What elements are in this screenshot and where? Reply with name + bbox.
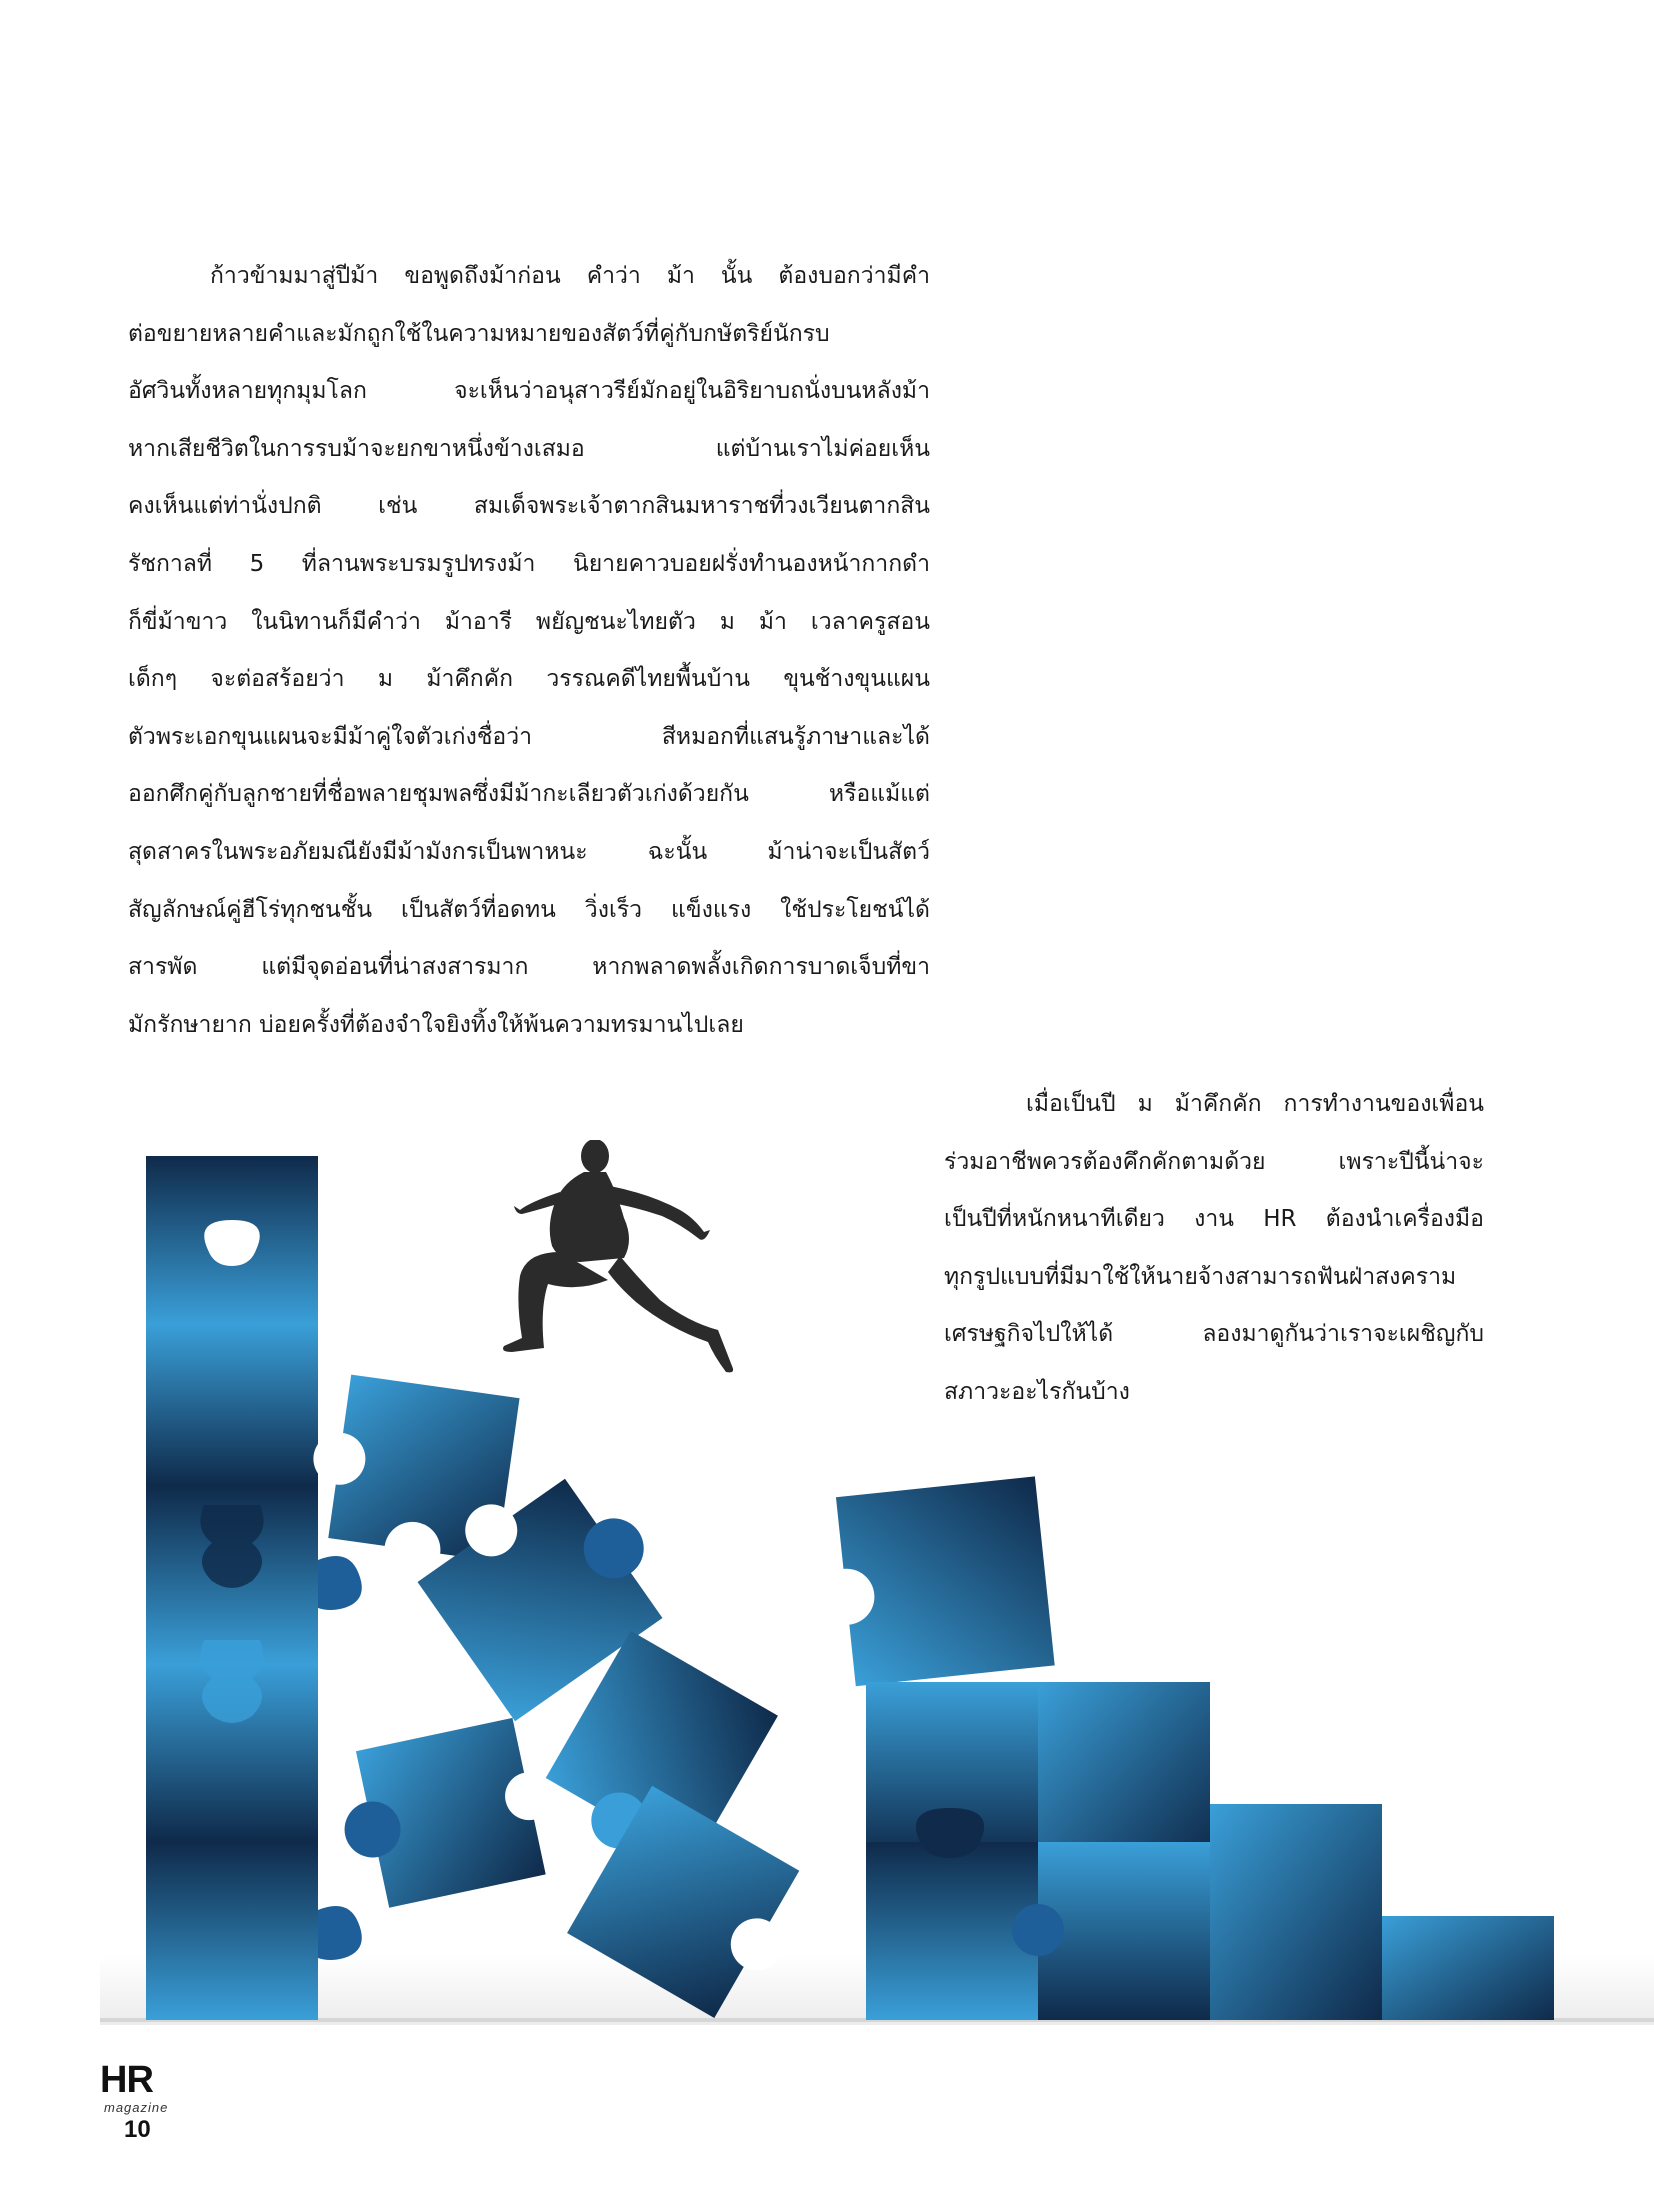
paragraph-line: สัญลักษณ์คู่ฮีโร่ทุกชนชั้น เป็นสัตว์ที่อดทน วิ่งเร็ว แข็งแรง ใช้ประโยชน์ได้ xyxy=(128,896,930,923)
puzzle-tab xyxy=(318,1556,362,1610)
paragraph-line: มักรักษายาก บ่อยครั้งที่ต้องจำใจยิงทิ้งให้พ้นความทรมานไปเลย xyxy=(128,1011,744,1038)
paragraph-line: สุดสาครในพระอภัยมณียังมีม้ามังกรเป็นพาหนะ ฉะนั้น ม้าน่าจะเป็นสัตว์ xyxy=(128,838,930,865)
puzzle-stairs-right xyxy=(866,1682,1554,2020)
puzzle-piece xyxy=(1382,1916,1554,2020)
puzzle-tab xyxy=(1012,1904,1064,1956)
paragraph-line: เด็กๆ จะต่อสร้อยว่า ม ม้าคึกคัก วรรณคดีไทยพื้นบ้าน ขุนช้างขุนแผน xyxy=(128,666,930,693)
paragraph-line: ต่อขยายหลายคำและมักถูกใช้ในความหมายของสัตว์ที่คู่กับกษัตริย์นักรบ xyxy=(128,320,830,347)
logo-subtext: magazine xyxy=(104,2100,169,2115)
puzzle-tab xyxy=(318,1906,362,1960)
page-number: 10 xyxy=(124,2116,151,2143)
paragraph-line: รัชกาลที่ 5 ที่ลานพระบรมรูปทรงม้า นิยายคาวบอยฝรั่งทำนองหน้ากากดำ xyxy=(128,550,930,577)
paragraph-line: เป็นปีที่หนักหนาทีเดียว งาน HR ต้องนำเครื่องมือ xyxy=(944,1206,1484,1233)
logo-mark: HR xyxy=(100,2059,153,2101)
paragraph-line: ทุกรูปแบบที่มีมาใช้ให้นายจ้างสามารถฟันฝ่าสงคราม xyxy=(944,1263,1457,1290)
hr-magazine-logo xyxy=(100,2060,220,2120)
puzzle-piece-tumbling-2 xyxy=(329,1713,570,1914)
paragraph-line: เมื่อเป็นปี ม ม้าคึกคัก การทำงานของเพื่อน xyxy=(1026,1091,1484,1117)
paragraph-line: ก็ขี่ม้าขาว ในนิทานก็มีคำว่า ม้าอารี พยัญชนะไทยตัว ม ม้า เวลาครูสอน xyxy=(128,608,930,635)
paragraph-line: อัศวินทั้งหลายทุกมุมโลก จะเห็นว่าอนุสาวรีย์มักอยู่ในอิริยาบถนั่งบนหลังม้า xyxy=(128,378,930,405)
paragraph-line: ร่วมอาชีพควรต้องคึกคักตามด้วย เพราะปีนี้น่าจะ xyxy=(944,1148,1484,1175)
paragraph-line: เศรษฐกิจไปให้ได้ ลองมาดูกันว่าเราจะเผชิญกับ xyxy=(944,1321,1484,1348)
puzzle-piece xyxy=(1210,1804,1382,2020)
puzzle-column-left xyxy=(146,1156,362,2020)
paragraph-line: สารพัด แต่มีจุดอ่อนที่น่าสงสารมาก หากพลาดพลั้งเกิดการบาดเจ็บที่ขา xyxy=(128,954,930,981)
paragraph-line: ก้าวข้ามมาสู่ปีม้า ขอพูดถึงม้าก่อน คำว่า ม้า นั้น ต้องบอกว่ามีคำ xyxy=(210,263,930,289)
puzzle-illustration xyxy=(100,1140,1654,2040)
puzzle-tab xyxy=(200,1505,263,1588)
puzzle-piece xyxy=(146,1842,318,2020)
puzzle-piece xyxy=(146,1324,318,1486)
paragraph-line: หากเสียชีวิตในการรบม้าจะยกขาหนึ่งข้างเสมอ แต่บ้านเราไม่ค่อยเห็น xyxy=(128,435,930,462)
paragraph-line: ออกศึกคู่กับลูกชายที่ชื่อพลายชุมพลซึ่งมีม้ากะเลียวตัวเก่งด้วยกัน หรือแม้แต่ xyxy=(128,781,930,808)
paragraph-line: สภาวะอะไรกันบ้าง xyxy=(944,1378,1130,1405)
puzzle-piece xyxy=(1038,1682,1210,1860)
businessman-silhouette xyxy=(503,1140,733,1372)
article-paragraph-1 xyxy=(128,248,930,1054)
paragraph-line: คงเห็นแต่ท่านั่งปกติ เช่น สมเด็จพระเจ้าตากสินมหาราชที่วงเวียนตากสิน xyxy=(128,493,930,520)
puzzle-piece-floating-2 xyxy=(808,1476,1055,1689)
puzzle-tab xyxy=(200,1640,263,1723)
paragraph-line: ตัวพระเอกขุนแผนจะมีม้าคู่ใจตัวเก่งชื่อว่า สีหมอกที่แสนรู้ภาษาและได้ xyxy=(128,723,930,750)
